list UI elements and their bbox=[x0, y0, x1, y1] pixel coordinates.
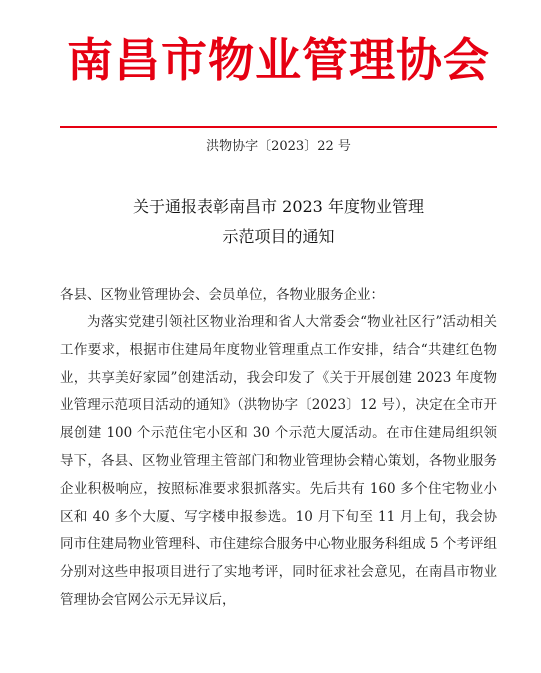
notice-title-line-1: 关于通报表彰南昌市 2023 年度物业管理 bbox=[133, 197, 424, 216]
notice-title bbox=[60, 192, 497, 252]
notice-title-line-2: 示范项目的通知 bbox=[222, 227, 335, 246]
recipients-line: 各县、区物业管理协会、会员单位，各物业服务企业： bbox=[60, 287, 384, 303]
red-divider-line bbox=[60, 126, 497, 128]
body-paragraph-1: 为落实党建引领社区物业治理和省人大常委会“物业社区行”活动相关工作要求，根据市住建局年度物业管理重点工作安排，结合“共建红色物业，共享美好家园”创建活动，我会印发了《关于开展创建 2023 年度物业管理示范项目活动的通知》（洪物协字〔2023〕12 号），决定在全市开展创建 100 个示范住宅小区和 30 个示范大厦活动。在市住建局组织领导下，各县、区物业管理主管部门和物业管理协会精心策划，各物业服务企业积极响应，按照标准要求狠抓落实。先后共有 160 多个住宅物业小区和 40 多个大厦、写字楼申报参选。10 月下旬至 11 月上旬，我会协同市住建局物业管理科、市住建综合服务中心物业服务科组成 5 个考评组分别对这些申报项目进行了实地考评，同时征求社会意见，在南昌市物业管理协会官网公示无异议后， bbox=[60, 314, 497, 608]
document-number: 洪物协字〔2023〕22 号 bbox=[206, 139, 351, 154]
organization-masthead: 南昌市物业管理协会 bbox=[67, 33, 490, 87]
